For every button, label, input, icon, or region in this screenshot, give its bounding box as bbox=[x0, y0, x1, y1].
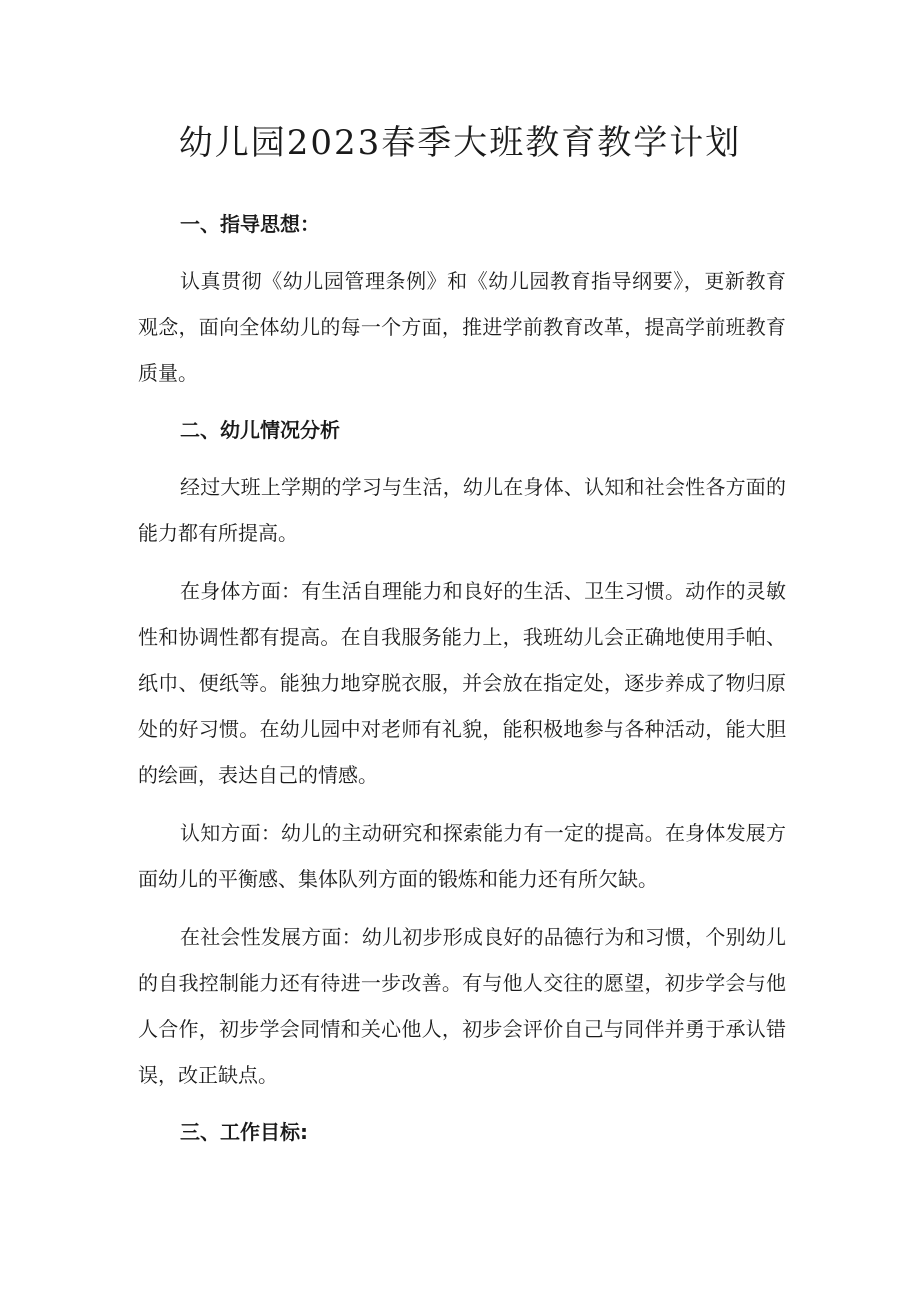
paragraph-physical-aspect: 在身体方面：有生活自理能力和良好的生活、卫生习惯。动作的灵敏性和协调性都有提高。在自我服务能力上，我班幼儿会正确地使用手帕、纸巾、便纸等。能独力地穿脱衣服，并会放在指定处，逐步养成了物归原处的好习惯。在幼儿园中对老师有礼貌，能积极地参与各种活动，能大胆的绘画，表达自己的情感。 bbox=[138, 579, 786, 787]
document-title: 幼儿园2023春季大班教育教学计划 bbox=[178, 123, 742, 163]
paragraph-social-aspect: 在社会性发展方面：幼儿初步形成良好的品德行为和习惯，个别幼儿的自我控制能力还有待进一步改善。有与他人交往的愿望，初步学会与他人合作，初步学会同情和关心他人，初步会评价自己与同伴并勇于承认错误，改正缺点。 bbox=[138, 925, 786, 1087]
section-heading-work-goals: 三、工作目标: bbox=[180, 1120, 308, 1144]
section-heading-guiding-ideology: 一、指导思想： bbox=[180, 212, 320, 236]
document-body bbox=[138, 204, 786, 1152]
paragraph-guiding-ideology: 认真贯彻《幼儿园管理条例》和《幼儿园教育指导纲要》，更新教育观念，面向全体幼儿的每一个方面，推进学前教育改革，提高学前班教育质量。 bbox=[138, 269, 786, 385]
paragraph-child-analysis-intro: 经过大班上学期的学习与生活，幼儿在身体、认知和社会性各方面的能力都有所提高。 bbox=[138, 475, 786, 545]
section-heading-child-analysis: 二、幼儿情况分析 bbox=[180, 418, 340, 442]
paragraph-cognitive-aspect: 认知方面：幼儿的主动研究和探索能力有一定的提高。在身体发展方面幼儿的平衡感、集体队列方面的锻炼和能力还有所欠缺。 bbox=[138, 821, 786, 891]
